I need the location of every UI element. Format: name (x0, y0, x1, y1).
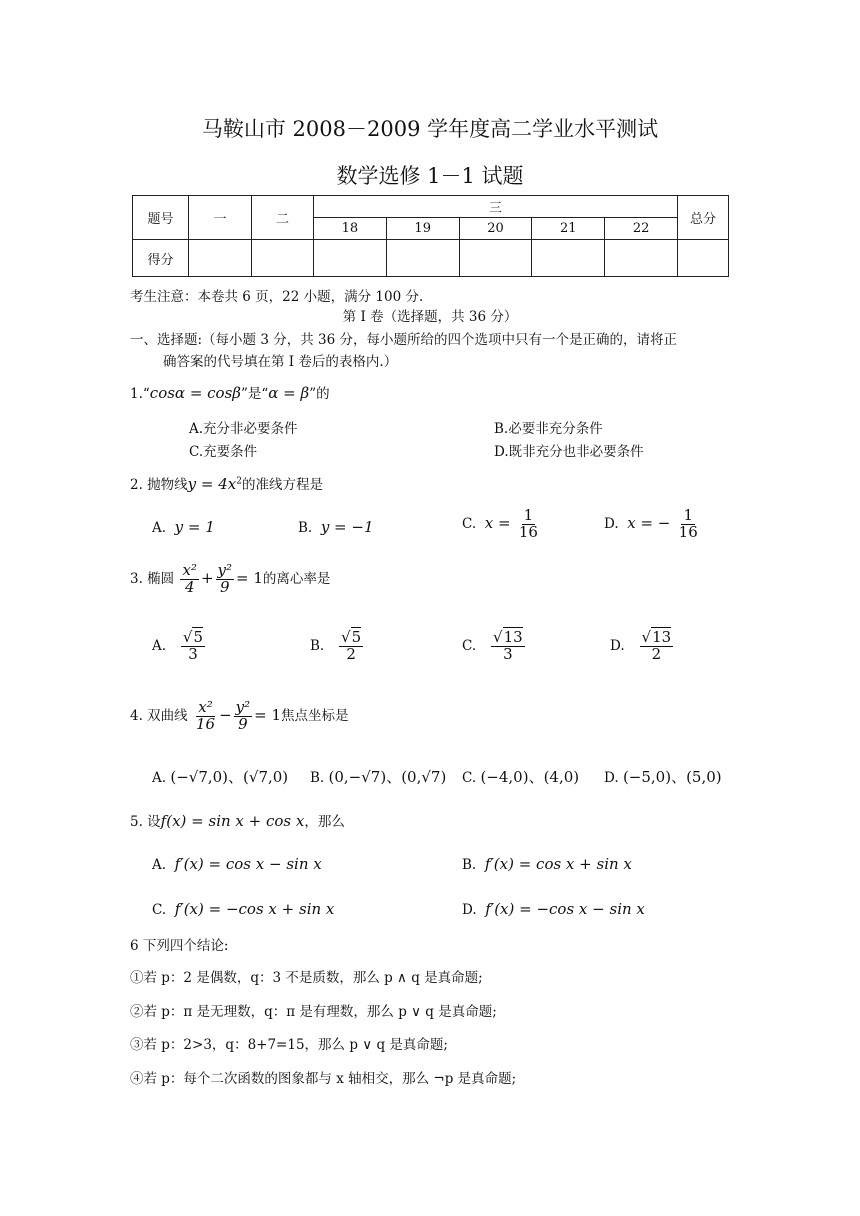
q4-denominator-1: 16 (195, 714, 216, 733)
question-1 (130, 382, 330, 402)
question-5 (130, 810, 345, 830)
q3-plus: + (200, 568, 214, 587)
col-part-three: 三 (314, 196, 678, 218)
q4-equals: = 1 (254, 705, 282, 724)
q2-option-a (152, 518, 215, 536)
q2-a-label: A. (152, 520, 167, 536)
q6-statement-4: ④若 p：每个二次函数的图象都与 x 轴相交，那么 ¬p 是真命题; (130, 1071, 517, 1087)
section-one-instructions: 一、选择题:（每小题 3 分，共 36 分，每小题所给的四个选项中只有一个是正确的，请将正 (130, 332, 677, 348)
q2-prefix: 2. 抛物线 (130, 477, 188, 493)
q2-c-prefix: x = (484, 513, 511, 532)
q1-option-b: B.必要非充分条件 (494, 421, 603, 437)
exam-notice: 考生注意：本卷共 6 页，22 小题，满分 100 分. (130, 289, 424, 305)
q5-d-value: f′(x) = −cos x − sin x (485, 900, 645, 918)
q4-b-value: (0,−√7)、(0,√7) (328, 768, 447, 786)
q1-option-d: D.既非充分也非必要条件 (494, 444, 644, 460)
q3-numerator-1: x² (182, 561, 197, 579)
q5-expr: f(x) = sin x + cos x (160, 812, 305, 830)
q4-a-value: (−√7,0)、(√7,0) (170, 768, 289, 786)
section-one-instructions-cont: 确答案的代号填在第 I 卷后的表格内.） (163, 354, 398, 370)
col-q19: 19 (386, 218, 459, 240)
q2-a-value: y = 1 (174, 518, 215, 536)
col-q22: 22 (605, 218, 678, 240)
col-q20: 20 (459, 218, 532, 240)
q4-d-value: (−5,0)、(5,0) (622, 768, 722, 786)
q4-c-label: C. (462, 770, 477, 786)
q4-option-c (462, 766, 579, 787)
q3-option-c: C. $\frac{√13}{3}$ (462, 628, 523, 663)
q2-option-c (462, 508, 542, 541)
q2-b-value: y = −1 (320, 518, 374, 536)
score-cell (459, 240, 532, 277)
q4-numerator-2: y² (235, 698, 251, 716)
q3-c-denominator: 3 (503, 644, 513, 663)
q3-prefix: 3. 椭圆 (130, 570, 175, 587)
col-part-one: 一 (189, 196, 252, 240)
question-4 (130, 700, 349, 733)
q3-numerator-2: y² (217, 561, 233, 579)
q1-prefix: 1.“ (130, 386, 150, 402)
question-3 (130, 563, 330, 596)
score-cell (189, 240, 252, 277)
q4-b-label: B. (310, 770, 325, 786)
col-part-two: 二 (252, 196, 314, 240)
q2-d-denominator: 16 (678, 522, 698, 541)
q5-a-value: f′(x) = cos x − sin x (174, 855, 322, 873)
col-q21: 21 (532, 218, 605, 240)
q2-exponent: 2 (236, 476, 242, 487)
score-cell (678, 240, 729, 277)
q5-option-c (152, 900, 334, 918)
q4-option-d (604, 766, 722, 787)
exam-subtitle: 数学选修 1－1 试题 (336, 164, 524, 188)
part-one-heading: 第 I 卷（选择题，共 36 分） (342, 309, 518, 325)
q3-b-numerator: 5 (351, 628, 362, 646)
col-total: 总分 (678, 196, 729, 240)
q3-a-numerator: 5 (193, 628, 204, 646)
score-cell (532, 240, 605, 277)
q2-d-label: D. (604, 515, 619, 532)
score-table (132, 195, 729, 277)
q4-prefix: 4. 双曲线 (130, 707, 188, 724)
q5-prefix: 5. 设 (130, 814, 161, 830)
score-cell (252, 240, 314, 277)
q2-option-b (298, 518, 374, 536)
q3-denominator-2: 9 (220, 577, 230, 596)
score-cell (386, 240, 459, 277)
q5-a-label: A. (152, 857, 167, 873)
q2-c-denominator: 16 (518, 522, 538, 541)
q4-c-value: (−4,0)、(4,0) (480, 768, 580, 786)
q1-option-c: C.充要条件 (189, 444, 258, 460)
q5-d-label: D. (462, 902, 477, 918)
q2-c-numerator: 1 (523, 506, 534, 524)
score-label: 得分 (133, 240, 189, 277)
q5-option-a (152, 855, 322, 873)
q5-b-value: f′(x) = cos x + sin x (484, 855, 632, 873)
q2-b-label: B. (298, 520, 313, 536)
q4-suffix: 焦点坐标是 (281, 707, 349, 724)
q6-statement-2: ②若 p：π 是无理数，q：π 是有理数，那么 p ∨ q 是真命题; (130, 1004, 497, 1020)
exam-title: 马鞍山市 2008－2009 学年度高二学业水平测试 (201, 117, 659, 141)
q5-suffix: ，那么 (304, 814, 345, 830)
q4-minus: − (219, 705, 232, 724)
q3-d-numerator: 13 (652, 628, 672, 646)
q4-a-label: A. (152, 770, 167, 786)
score-cell (314, 240, 387, 277)
q3-a-label: A. (152, 637, 167, 654)
q3-c-numerator: 13 (503, 628, 523, 646)
q3-b-label: B. (310, 637, 325, 654)
q5-option-b (462, 855, 632, 873)
q4-numerator-1: x² (198, 698, 213, 716)
q6-statement-3: ③若 p：2>3，q：8+7=15，那么 p ∨ q 是真命题; (130, 1037, 448, 1053)
q3-equals: = 1 (236, 568, 263, 587)
q2-suffix: 的准线方程是 (242, 477, 323, 493)
q3-d-denominator: 2 (651, 644, 662, 663)
q1-expr2: α = β (268, 384, 310, 402)
q4-d-label: D. (604, 770, 619, 786)
q3-option-d: D. $\frac{√13}{2}$ (610, 628, 672, 663)
score-cell (605, 240, 678, 277)
q2-option-d (604, 508, 702, 541)
question-2 (130, 473, 323, 493)
q6-statement-1: ①若 p：2 是偶数，q：3 不是质数，那么 p ∧ q 是真命题; (130, 970, 483, 986)
q2-d-prefix: x = − (627, 513, 671, 532)
q3-option-b: B. $\frac{√5}{2}$ (310, 628, 362, 663)
q3-a-denominator: 3 (188, 644, 198, 663)
q1-mid: ”是“ (240, 386, 269, 402)
question-6-stem: 6 下列四个结论: (130, 938, 229, 954)
q1-option-a: A.充分非必要条件 (189, 421, 298, 437)
q3-d-label: D. (610, 637, 625, 654)
q3-b-denominator: 2 (346, 644, 356, 663)
q4-denominator-2: 9 (238, 714, 248, 733)
q4-option-a (152, 766, 288, 787)
q2-d-numerator: 1 (683, 506, 693, 524)
q3-c-label: C. (462, 637, 477, 654)
q3-suffix: 的离心率是 (262, 570, 331, 587)
q1-expr1: cosα = cosβ (149, 384, 241, 402)
q3-option-a: A. $\frac{√5}{3}$ (152, 628, 204, 663)
q2-c-label: C. (462, 515, 477, 532)
q4-option-b (310, 766, 446, 787)
q5-c-label: C. (152, 902, 167, 918)
q2-expr: y = 4x (187, 475, 237, 493)
q5-option-d (462, 900, 645, 918)
q1-suffix: ”的 (309, 386, 330, 402)
q5-b-label: B. (462, 857, 477, 873)
question-number-label: 题号 (133, 196, 189, 240)
q5-c-value: f′(x) = −cos x + sin x (174, 900, 335, 918)
col-q18: 18 (314, 218, 387, 240)
q3-denominator-1: 4 (184, 577, 195, 596)
